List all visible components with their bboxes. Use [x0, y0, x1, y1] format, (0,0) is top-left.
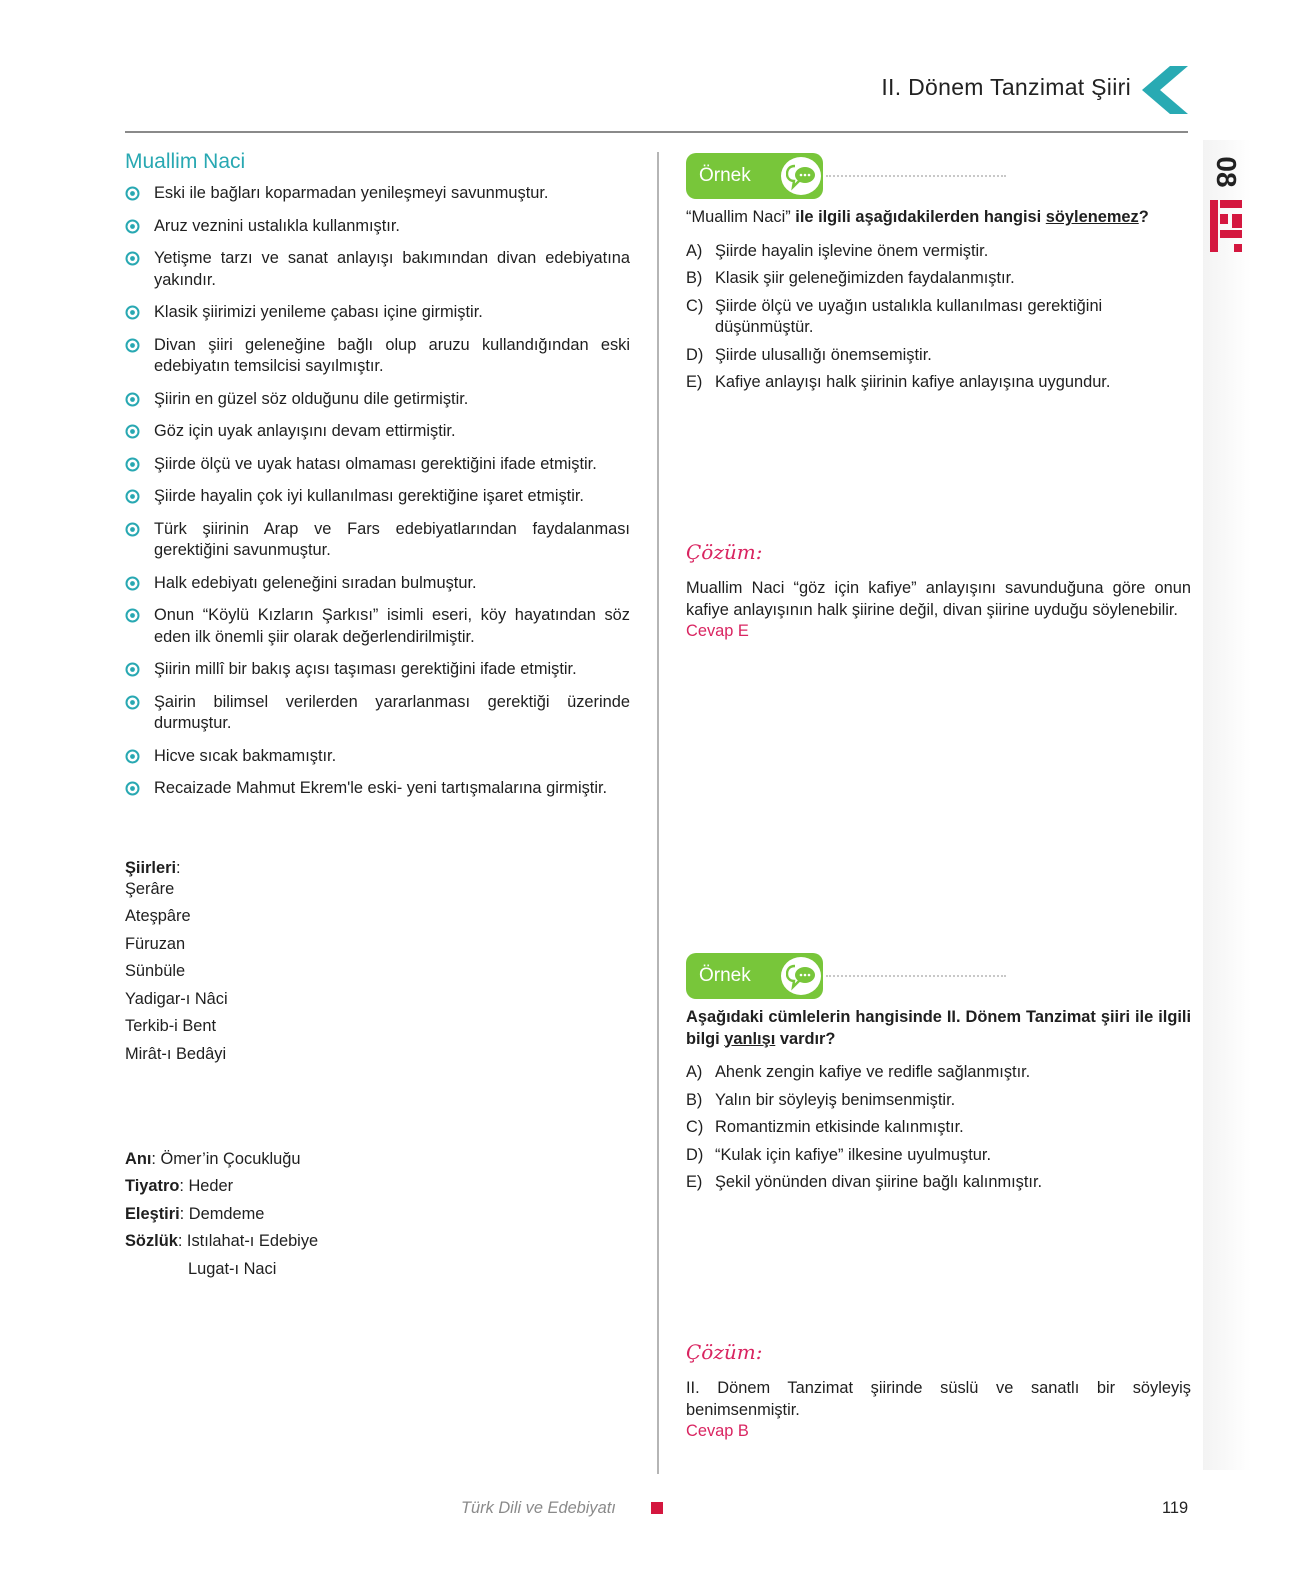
list-item-text: Halk edebiyatı geleneğini sıradan bulmuştur. [154, 573, 477, 592]
critique-value: : Demdeme [179, 1204, 265, 1223]
option-letter: D) [686, 345, 704, 364]
solution-label: Çözüm: [686, 1340, 763, 1364]
chapter-title: II. Dönem Tanzimat Şiiri [881, 74, 1131, 100]
work-item: Sünbüle [125, 962, 186, 980]
option-c[interactable] [686, 1117, 1191, 1139]
example-badge-row [686, 153, 1191, 199]
option-text: Kafiye anlayışı halk şiirinin kafiye anlayışına uygundur. [715, 373, 1111, 391]
works-list [125, 879, 630, 1065]
work-item: Terkib-i Bent [125, 1017, 217, 1035]
dictionary-row-2: Lugat-ı Naci [188, 1259, 277, 1278]
example-badge [686, 953, 823, 999]
list-item [125, 573, 630, 595]
list-item-text: Şiirde ölçü ve uyak hatası olmaması gerektiğini ifade etmiştir. [154, 454, 597, 473]
circle-bullet-icon [125, 749, 140, 764]
circle-bullet-icon [125, 662, 140, 677]
question-stem: Aşağıdaki cümlelerin hangisinde II. Dönem Tanzimat şiiri ile ilgili bilgi [686, 1008, 1191, 1048]
option-letter: A) [686, 241, 703, 260]
badge-label: Örnek [699, 165, 751, 186]
question-end: ? [1138, 208, 1149, 226]
circle-bullet-icon [125, 338, 140, 353]
chat-bubble-icon [779, 955, 823, 997]
option-text: Şiirde ölçü ve uyağın ustalıkla kullanılması gerektiğini düşünmüştür. [715, 296, 1103, 336]
footer-square-icon [651, 1502, 663, 1514]
option-letter: B) [686, 1090, 703, 1109]
option-letter: D) [686, 1145, 704, 1164]
play-value: : Heder [179, 1177, 234, 1195]
example-badge-row [686, 953, 1191, 999]
list-item [125, 216, 630, 238]
option-text: Klasik şiir geleneğimizden faydalanmıştır. [715, 269, 1015, 287]
list-item-text: Şiirin millî bir bakış açısı taşıması gerektiğini ifade etmiştir. [154, 660, 577, 678]
example-1 [686, 153, 1191, 400]
brand-logo-icon [1210, 200, 1244, 252]
list-item [125, 486, 630, 508]
option-text: Romantizmin etkisinde kalınmıştır. [715, 1118, 964, 1136]
question-keyword: yanlışı [724, 1029, 776, 1048]
works-colon: : [176, 858, 181, 877]
chat-bubble-icon [779, 155, 823, 197]
circle-bullet-icon [125, 576, 140, 591]
work-item: Şerâre [125, 879, 175, 898]
memoir-row [125, 1149, 630, 1170]
circle-bullet-icon [125, 695, 140, 710]
option-text: Şekil yönünden divan şiirine bağlı kalınmıştır. [715, 1173, 1043, 1191]
list-item [125, 302, 630, 324]
works-label: Şiirleri [125, 858, 177, 877]
list-item-text: Göz için uyak anlayışını devam ettirmiştir. [154, 422, 456, 440]
solution-1 [686, 540, 1191, 643]
list-item [125, 389, 630, 411]
other-works [125, 1149, 630, 1280]
option-a[interactable] [686, 241, 1191, 263]
column-divider [657, 152, 659, 1474]
solution-text: Muallim Naci “göz için kafiye” anlayışını savunduğuna göre onun kafiye anlayışının halk şiirine değil, divan şiirine uyduğu söylenebilir. [686, 579, 1191, 619]
option-e[interactable] [686, 372, 1191, 394]
option-b[interactable] [686, 268, 1191, 290]
list-item-text: Divan şiiri geleneğine bağlı olup aruzu kullandığından eski edebiyatın temsilcisi sayılmıştır. [154, 335, 630, 375]
list-item-text: Şiirin en güzel söz olduğunu dile getirmiştir. [154, 389, 469, 408]
question-keyword: söylenemez [1045, 208, 1139, 226]
example-2 [686, 953, 1191, 1200]
dotted-divider [826, 975, 1006, 977]
option-e[interactable] [686, 1172, 1191, 1194]
solution-label: Çözüm: [686, 540, 763, 564]
list-item-text: Hicve sıcak bakmamıştır. [154, 746, 337, 765]
list-item-text: Onun “Köylü Kızların Şarkısı” isimli eseri, köy hayatından söz eden ilk önemli şiir olarak değerlendirilmiştir. [154, 606, 630, 646]
list-item [125, 692, 630, 735]
left-column [125, 150, 630, 1286]
answer-options [686, 241, 1191, 394]
play-label: Tiyatro [125, 1177, 180, 1195]
solution-text: II. Dönem Tanzimat şiirinde süslü ve sanatlı bir söyleyiş benimsenmiştir. [686, 1379, 1191, 1419]
option-letter: B) [686, 269, 703, 287]
list-item [125, 659, 630, 681]
list-item-text: Türk şiirinin Arap ve Fars edebiyatlarından faydalanması gerektiğini savunmuştur. [154, 519, 630, 559]
side-tab [1203, 140, 1251, 1470]
list-item [125, 454, 630, 476]
memoir-label: Anı [125, 1149, 152, 1168]
option-letter: C) [686, 1118, 704, 1136]
section-title: Muallim Naci [125, 150, 246, 173]
circle-bullet-icon [125, 489, 140, 504]
list-item-text: Yetişme tarzı ve sanat anlayışı bakımından divan edebiyatına yakındır. [154, 249, 630, 289]
dictionary-row [125, 1231, 630, 1252]
answer-text: Cevap B [686, 1422, 749, 1440]
work-item: Ateşpâre [125, 907, 191, 925]
option-text: Yalın bir söyleyiş benimsenmiştir. [715, 1090, 956, 1109]
list-item-text: Şiirde hayalin çok iyi kullanılması gerektiğine işaret etmiştir. [154, 487, 584, 505]
circle-bullet-icon [125, 457, 140, 472]
circle-bullet-icon [125, 522, 140, 537]
circle-bullet-icon [125, 424, 140, 439]
list-item [125, 778, 630, 800]
example-badge [686, 153, 823, 199]
page-number: 119 [1162, 1499, 1189, 1517]
work-item: Füruzan [125, 934, 186, 953]
list-item [125, 605, 630, 648]
play-row [125, 1176, 630, 1197]
list-item [125, 183, 630, 205]
list-item-text: Recaizade Mahmut Ekrem'le eski- yeni tartışmalarına girmiştir. [154, 779, 608, 797]
option-text: Ahenk zengin kafiye ve redifle sağlanmıştır. [715, 1063, 1031, 1081]
footer-book-title: Türk Dili ve Edebiyatı [461, 1499, 616, 1517]
work-item: Mirât-ı Bedâyi [125, 1044, 227, 1063]
circle-bullet-icon [125, 392, 140, 407]
option-text: “Kulak için kafiye” ilkesine uyulmuştur. [715, 1145, 992, 1164]
circle-bullet-icon [125, 251, 140, 266]
critique-row [125, 1204, 630, 1225]
option-letter: A) [686, 1063, 703, 1081]
question-stem: ile ilgili aşağıdakilerden hangisi [790, 208, 1046, 226]
option-d[interactable] [686, 1145, 1191, 1167]
question-text [686, 207, 1191, 229]
list-item [125, 248, 630, 291]
work-item: Yadigar-ı Nâci [125, 989, 228, 1008]
feature-list [125, 183, 630, 800]
list-item-text: Eski ile bağları koparmadan yenileşmeyi savunmuştur. [154, 184, 549, 202]
option-a[interactable] [686, 1062, 1191, 1084]
option-letter: E) [686, 1173, 703, 1191]
answer-text: Cevap E [686, 622, 749, 640]
list-item [125, 519, 630, 562]
memoir-value: : Ömer’in Çocukluğu [151, 1149, 301, 1168]
unit-number: 08 [1211, 156, 1242, 188]
circle-bullet-icon [125, 781, 140, 796]
list-item-text: Klasik şiirimizi yenileme çabası içine girmiştir. [154, 303, 483, 321]
option-d[interactable] [686, 345, 1191, 367]
dictionary-label: Sözlük [125, 1232, 178, 1250]
list-item-text: Aruz veznini ustalıkla kullanmıştır. [154, 216, 400, 235]
solution-2 [686, 1340, 1191, 1443]
list-item [125, 421, 630, 443]
circle-bullet-icon [125, 608, 140, 623]
dotted-divider [826, 175, 1006, 177]
list-item [125, 746, 630, 768]
list-item [125, 335, 630, 378]
option-text: Şiirde hayalin işlevine önem vermiştir. [715, 241, 989, 260]
option-letter: C) [686, 296, 704, 315]
chevron-left-icon [1140, 66, 1188, 114]
option-letter: E) [686, 373, 703, 391]
option-b[interactable] [686, 1090, 1191, 1112]
badge-label: Örnek [699, 965, 751, 986]
circle-bullet-icon [125, 219, 140, 234]
option-c[interactable] [686, 296, 1191, 339]
option-text: Şiirde ulusallığı önemsemiştir. [715, 345, 932, 364]
question-text [686, 1007, 1191, 1050]
answer-options [686, 1062, 1191, 1194]
list-item-text: Şairin bilimsel verilerden yararlanması gerektiği üzerinde durmuştur. [154, 692, 630, 732]
question-subject: “Muallim Naci” [686, 208, 791, 226]
dictionary-value: : Istılahat-ı Edebiye [177, 1232, 319, 1250]
circle-bullet-icon [125, 305, 140, 320]
header-divider [125, 131, 1188, 133]
question-end: vardır? [775, 1029, 836, 1048]
works-heading [125, 858, 630, 879]
circle-bullet-icon [125, 186, 140, 201]
critique-label: Eleştiri [125, 1204, 180, 1223]
